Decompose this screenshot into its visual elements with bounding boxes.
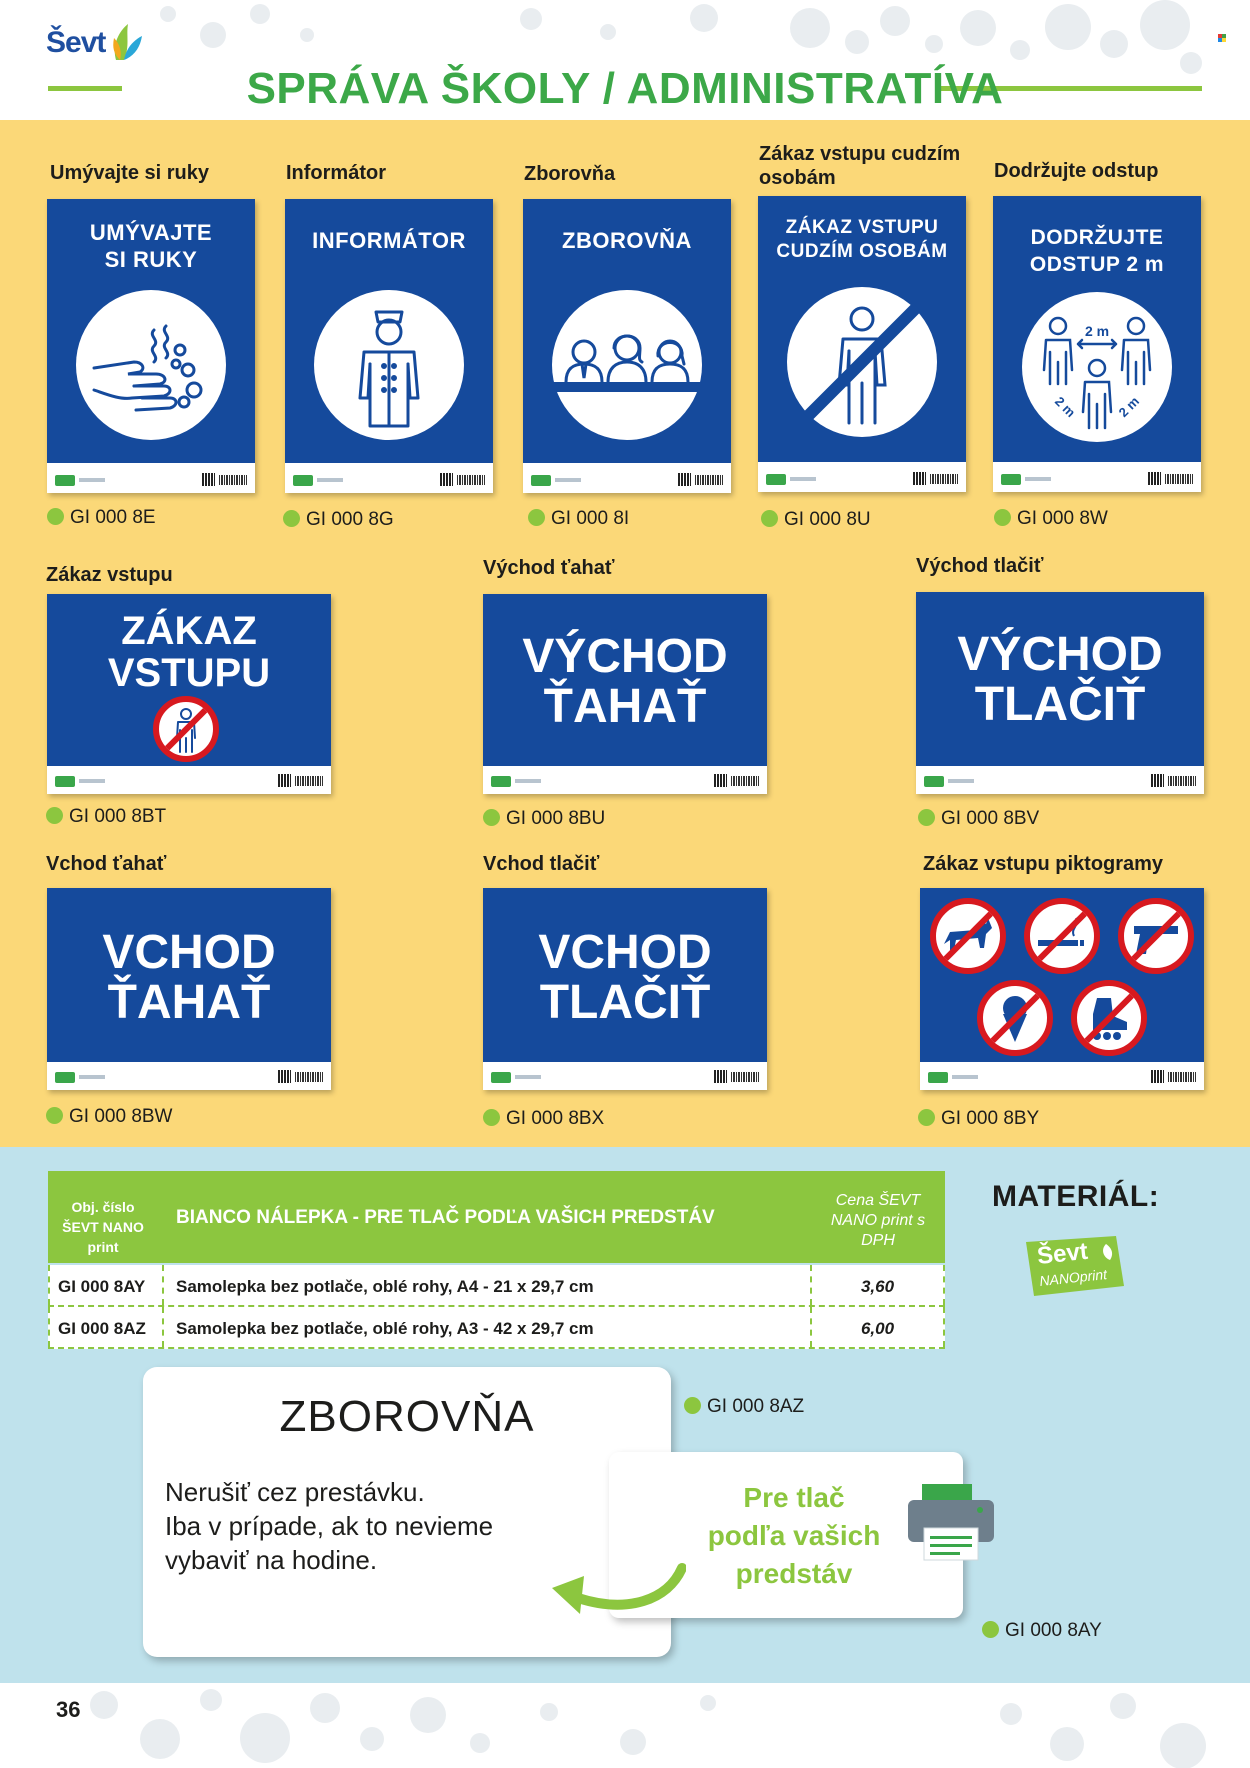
sign-card[interactable] bbox=[916, 592, 1204, 794]
sign-heading-line: ZÁKAZ VSTUPU bbox=[785, 217, 939, 238]
example-small-line: podľa vašich bbox=[707, 1520, 881, 1551]
decor-dot bbox=[200, 22, 226, 48]
decor-dot bbox=[200, 1689, 222, 1711]
material-label: MATERIÁL: bbox=[992, 1180, 1160, 1213]
product-code: GI 000 8AY bbox=[982, 1620, 1102, 1642]
decor-dot bbox=[470, 1733, 490, 1753]
sign-circle bbox=[552, 290, 702, 440]
distance-label: 2 m bbox=[1115, 393, 1143, 421]
sign-heading-line: TLAČIŤ bbox=[974, 678, 1146, 732]
header-code-line: print bbox=[87, 1239, 119, 1255]
product-code: GI 000 8BW bbox=[46, 1106, 173, 1128]
decor-dot bbox=[1000, 1703, 1022, 1725]
decor-dot bbox=[1050, 1727, 1084, 1761]
decor-dot bbox=[250, 4, 270, 24]
row-price: 6,00 bbox=[860, 1319, 895, 1338]
sign-footer bbox=[762, 470, 962, 488]
sign-footer bbox=[51, 1068, 327, 1086]
sign-heading bbox=[47, 219, 255, 273]
sign-heading bbox=[47, 610, 331, 694]
distance-label: 2 m bbox=[1051, 393, 1079, 421]
row-divider bbox=[162, 1307, 164, 1347]
product-code: GI 000 8W bbox=[994, 508, 1108, 530]
decor-dot bbox=[700, 1695, 716, 1711]
decor-dot bbox=[880, 6, 910, 36]
sign-face bbox=[523, 199, 731, 463]
sign-heading bbox=[483, 632, 767, 733]
item-title: Dodržujte odstup bbox=[994, 160, 1159, 182]
row-border bbox=[943, 1307, 945, 1347]
page-title: SPRÁVA ŠKOLY / ADMINISTRATÍVA bbox=[246, 64, 1004, 113]
sign-heading-line: SI RUKY bbox=[104, 247, 198, 272]
dog-icon bbox=[936, 904, 1000, 968]
gun-icon bbox=[1124, 904, 1188, 968]
no-guns-icon bbox=[1118, 898, 1194, 974]
item-title: Východ ťahať bbox=[483, 557, 615, 579]
decor-dot bbox=[960, 10, 996, 46]
sign-face bbox=[916, 592, 1204, 766]
sign-circle bbox=[1022, 292, 1172, 442]
product-code: GI 000 8BX bbox=[483, 1108, 604, 1130]
sign-heading-line: ODSTUP 2 m bbox=[1029, 253, 1165, 276]
sign-footer bbox=[487, 1068, 763, 1086]
item-title: Východ tlačiť bbox=[916, 555, 1044, 577]
header-price-line: Cena ŠEVT bbox=[835, 1192, 921, 1209]
sign-heading: INFORMÁTOR bbox=[312, 228, 466, 253]
product-code: GI 000 8I bbox=[528, 508, 629, 530]
sign-heading bbox=[916, 630, 1204, 731]
header-code-line: ŠEVT NANO bbox=[62, 1219, 144, 1235]
table-row[interactable] bbox=[48, 1265, 945, 1307]
sign-heading-line: VCHOD bbox=[102, 926, 276, 979]
sign-footer bbox=[51, 772, 327, 790]
sign-heading-line: UMÝVAJTE bbox=[89, 220, 213, 245]
sign-heading-line: VÝCHOD bbox=[522, 630, 728, 683]
printer-icon bbox=[908, 1482, 994, 1562]
sign-footer bbox=[924, 1068, 1200, 1086]
sign-heading-line: VÝCHOD bbox=[957, 628, 1163, 681]
decor-dot bbox=[1160, 1723, 1206, 1768]
sign-face bbox=[483, 594, 767, 766]
product-code: GI 000 8BU bbox=[483, 808, 605, 830]
sign-face bbox=[920, 888, 1204, 1062]
sign-card[interactable] bbox=[920, 888, 1204, 1090]
decor-dot bbox=[1100, 30, 1128, 58]
header-description: BIANCO NÁLEPKA - PRE TLAČ PODĽA VAŠICH PREDSTÁV bbox=[176, 1207, 715, 1228]
sign-face bbox=[47, 594, 331, 766]
sign-heading bbox=[758, 216, 966, 264]
item-title: Vchod tlačiť bbox=[483, 853, 600, 875]
sign-heading-line: ŤAHAŤ bbox=[543, 680, 707, 734]
porter-icon bbox=[314, 290, 464, 440]
header-code-line: Obj. číslo bbox=[71, 1199, 135, 1215]
decor-dot bbox=[540, 1703, 558, 1721]
price-table-header bbox=[48, 1171, 945, 1263]
row-border bbox=[48, 1307, 50, 1347]
nano-logo-bottom: NANOprint bbox=[1038, 1265, 1108, 1289]
row-divider bbox=[162, 1265, 164, 1305]
sign-heading-line: ŤAHAŤ bbox=[107, 976, 271, 1030]
sign-card[interactable] bbox=[47, 199, 255, 493]
header-code bbox=[58, 1197, 148, 1257]
rollerblade-icon bbox=[1077, 986, 1141, 1050]
decor-dot bbox=[600, 24, 616, 40]
decor-dot bbox=[845, 30, 869, 54]
product-code: GI 000 8E bbox=[47, 507, 156, 529]
decor-dot bbox=[1140, 0, 1190, 50]
item-title bbox=[759, 142, 960, 190]
staff-group-icon bbox=[552, 290, 702, 440]
product-code: GI 000 8BV bbox=[918, 808, 1039, 830]
sign-face bbox=[993, 196, 1201, 462]
item-title-line: osobám bbox=[759, 167, 836, 189]
product-code: GI 000 8BY bbox=[918, 1108, 1039, 1130]
sign-card[interactable] bbox=[47, 594, 331, 794]
no-rollerblades-icon bbox=[1071, 980, 1147, 1056]
example-small-line: predstáv bbox=[735, 1558, 853, 1589]
person-icon bbox=[159, 702, 213, 756]
item-title: Zborovňa bbox=[524, 163, 616, 185]
sevt-nano-print-logo bbox=[1020, 1230, 1130, 1302]
sign-face bbox=[47, 888, 331, 1062]
decor-dot bbox=[310, 1693, 340, 1723]
ice-cream-icon bbox=[983, 986, 1047, 1050]
decor-dot bbox=[410, 1697, 446, 1733]
item-title: Umývajte si ruky bbox=[50, 162, 209, 184]
sign-footer bbox=[289, 471, 489, 489]
decor-dot bbox=[1110, 1693, 1136, 1719]
decor-dot bbox=[925, 35, 943, 53]
product-code: GI 000 8AZ bbox=[684, 1396, 804, 1418]
sign-face bbox=[483, 888, 767, 1062]
sign-heading bbox=[47, 928, 331, 1029]
row-price: 3,60 bbox=[860, 1277, 895, 1296]
decor-dot bbox=[620, 1729, 646, 1755]
decor-dot bbox=[240, 1713, 290, 1763]
product-code: GI 000 8BT bbox=[46, 806, 166, 828]
decor-dot bbox=[1010, 40, 1030, 60]
sign-card[interactable] bbox=[483, 888, 767, 1090]
no-entry-icon bbox=[153, 696, 219, 762]
decor-dot bbox=[90, 1691, 118, 1719]
sign-footer bbox=[920, 772, 1200, 790]
sign-card[interactable] bbox=[47, 888, 331, 1090]
decor-dot bbox=[690, 4, 718, 32]
decor-dot bbox=[520, 8, 542, 30]
item-title: Vchod ťahať bbox=[46, 853, 167, 875]
header-price-line: NANO print s bbox=[830, 1212, 926, 1229]
no-smoking-icon bbox=[1024, 898, 1100, 974]
leaf-logo-icon bbox=[110, 22, 144, 62]
sign-card[interactable] bbox=[993, 196, 1201, 492]
item-title-line: Zákaz vstupu cudzím bbox=[759, 143, 961, 165]
nano-logo-top: Ševt bbox=[1035, 1237, 1090, 1270]
header-price-line: DPH bbox=[861, 1232, 895, 1249]
sign-footer bbox=[527, 471, 727, 489]
page-number: 36 bbox=[56, 1697, 81, 1722]
sign-card[interactable] bbox=[285, 199, 493, 493]
decor-dot bbox=[140, 1719, 180, 1759]
sign-face bbox=[47, 199, 255, 463]
example-text-line: vybaviť na hodine. bbox=[165, 1545, 378, 1575]
row-description: Samolepka bez potlače, oblé rohy, A4 - 21 x 29,7 cm bbox=[176, 1277, 594, 1296]
example-title: ZBOROVŇA bbox=[279, 1392, 535, 1441]
sign-footer bbox=[997, 470, 1197, 488]
sign-card[interactable] bbox=[483, 594, 767, 794]
sign-heading bbox=[993, 224, 1201, 278]
sign-heading: ZBOROVŇA bbox=[562, 228, 692, 253]
sign-face bbox=[758, 196, 966, 462]
sign-heading-line: VCHOD bbox=[538, 926, 712, 979]
distance-label: 2 m bbox=[1084, 323, 1110, 339]
cigarette-icon bbox=[1030, 904, 1094, 968]
item-title: Zákaz vstupu bbox=[46, 564, 173, 586]
sign-heading-line: VSTUPU bbox=[107, 651, 271, 695]
example-small-line: Pre tlač bbox=[743, 1482, 845, 1513]
table-row[interactable] bbox=[48, 1307, 945, 1349]
color-mark-icon bbox=[1218, 34, 1226, 42]
sign-circle bbox=[314, 290, 464, 440]
sign-footer bbox=[487, 772, 763, 790]
sevt-logo: Ševt bbox=[46, 26, 106, 59]
page-header bbox=[0, 0, 1250, 120]
no-ice-cream-icon bbox=[977, 980, 1053, 1056]
product-code: GI 000 8U bbox=[761, 509, 871, 531]
decor-dot bbox=[160, 6, 176, 22]
decor-dot bbox=[1045, 4, 1091, 50]
example-text-line: Nerušiť cez prestávku. bbox=[165, 1477, 425, 1507]
hand-wash-icon bbox=[76, 290, 226, 440]
row-border bbox=[48, 1265, 50, 1305]
header-price bbox=[813, 1191, 943, 1251]
sign-circle bbox=[76, 290, 226, 440]
sign-heading-line: CUDZÍM OSOBÁM bbox=[776, 241, 948, 262]
sign-card[interactable] bbox=[758, 196, 966, 492]
row-code: GI 000 8AZ bbox=[58, 1319, 146, 1338]
sign-heading-line: ZÁKAZ bbox=[121, 609, 257, 653]
curved-arrow-icon bbox=[548, 1548, 686, 1620]
row-code: GI 000 8AY bbox=[58, 1277, 146, 1296]
decor-dot bbox=[790, 8, 830, 48]
item-title: Informátor bbox=[286, 162, 386, 184]
row-border bbox=[943, 1265, 945, 1305]
no-entry-person-icon bbox=[787, 287, 937, 437]
no-dogs-icon bbox=[930, 898, 1006, 974]
decor-dot bbox=[300, 28, 314, 42]
sign-heading-line: TLAČIŤ bbox=[539, 976, 711, 1030]
sign-heading bbox=[483, 928, 767, 1029]
page-footer bbox=[0, 1683, 1250, 1768]
product-code: GI 000 8G bbox=[283, 509, 394, 531]
sign-circle bbox=[787, 287, 937, 437]
sign-heading-line: DODRŽUJTE bbox=[1030, 226, 1164, 249]
row-description: Samolepka bez potlače, oblé rohy, A3 - 42 x 29,7 cm bbox=[176, 1319, 594, 1338]
decor-dot bbox=[360, 1727, 384, 1751]
sign-face bbox=[285, 199, 493, 463]
sign-card[interactable] bbox=[523, 199, 731, 493]
distance-icon bbox=[1022, 292, 1172, 442]
sign-footer bbox=[51, 471, 251, 489]
example-text-line: Iba v prípade, ak to nevieme bbox=[165, 1511, 494, 1541]
item-title: Zákaz vstupu piktogramy bbox=[923, 853, 1164, 875]
